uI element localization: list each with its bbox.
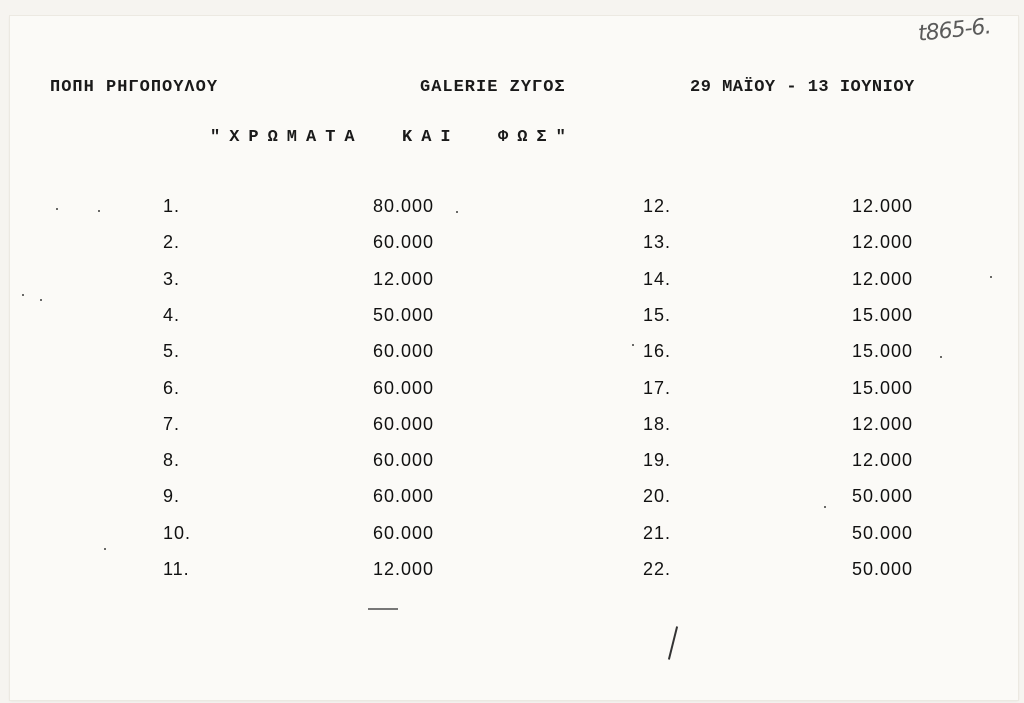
item-number: 21. xyxy=(643,522,672,543)
paper-speck xyxy=(40,299,42,301)
gallery-name: GALERIE ΖΥΓΟΣ xyxy=(420,78,566,97)
price-row-right xyxy=(0,559,1024,595)
item-number: 7. xyxy=(163,413,181,434)
item-number: 2. xyxy=(163,232,181,253)
paper-speck xyxy=(632,344,634,346)
price-row-right xyxy=(0,341,1024,377)
exhibition-title: "ΧΡΩΜΑΤΑ ΚΑΙ ΦΩΣ" xyxy=(210,128,575,147)
item-price: 60.000 xyxy=(372,522,434,543)
price-row-right xyxy=(0,196,1024,232)
paper-speck xyxy=(824,506,826,508)
price-row-right xyxy=(0,269,1024,305)
item-number: 16. xyxy=(643,341,672,362)
item-number: 15. xyxy=(643,304,672,325)
item-price: 60.000 xyxy=(372,486,434,507)
item-price: 12.000 xyxy=(372,559,434,579)
price-row-right xyxy=(0,523,1024,559)
item-price: 60.000 xyxy=(372,450,434,471)
price-row-right xyxy=(0,232,1024,268)
paper-speck xyxy=(22,294,24,296)
item-number: 19. xyxy=(643,450,672,471)
item-price: 80.000 xyxy=(372,196,434,216)
price-row-right xyxy=(0,486,1024,522)
item-number: 1. xyxy=(163,196,181,216)
item-price: 12.000 xyxy=(851,450,913,471)
item-number: 17. xyxy=(643,377,672,398)
item-number: 3. xyxy=(163,268,181,289)
price-row-right xyxy=(0,305,1024,341)
item-price: 60.000 xyxy=(372,377,434,398)
paper-speck xyxy=(104,548,106,550)
price-row-right xyxy=(0,414,1024,450)
item-price: 12.000 xyxy=(851,196,913,216)
handwritten-reference-note: t865-6. xyxy=(916,14,992,47)
item-number: 18. xyxy=(643,413,672,434)
paper-speck xyxy=(456,211,458,213)
item-price: 12.000 xyxy=(851,232,913,253)
item-number: 20. xyxy=(643,486,672,507)
item-price: 60.000 xyxy=(372,341,434,362)
item-number: 5. xyxy=(163,341,181,362)
paper-speck xyxy=(56,208,58,210)
item-number: 12. xyxy=(643,196,672,216)
price-row-right xyxy=(0,450,1024,486)
paper-speck xyxy=(940,356,942,358)
item-number: 13. xyxy=(643,232,672,253)
item-number: 8. xyxy=(163,450,181,471)
artist-name: ΠΟΠΗ ΡΗΓΟΠΟΥΛΟΥ xyxy=(50,78,219,97)
dash-mark xyxy=(368,608,398,610)
item-number: 4. xyxy=(163,304,181,325)
item-price: 12.000 xyxy=(851,413,913,434)
exhibition-dates: 29 ΜΑΪΟΥ - 13 ΙΟΥΝΙΟΥ xyxy=(690,78,915,97)
item-number: 11. xyxy=(163,559,190,579)
item-price: 15.000 xyxy=(851,341,913,362)
item-price: 50.000 xyxy=(851,486,913,507)
item-price: 60.000 xyxy=(372,413,434,434)
item-number: 14. xyxy=(643,268,672,289)
item-number: 10. xyxy=(163,522,192,543)
item-price: 12.000 xyxy=(372,268,434,289)
paper-speck xyxy=(990,276,992,278)
item-price: 60.000 xyxy=(372,232,434,253)
item-number: 9. xyxy=(163,486,181,507)
item-price: 50.000 xyxy=(851,522,913,543)
item-price: 50.000 xyxy=(372,304,434,325)
item-price: 15.000 xyxy=(851,377,913,398)
item-price: 50.000 xyxy=(851,559,913,579)
item-number: 6. xyxy=(163,377,181,398)
paper-speck xyxy=(98,210,100,212)
item-number: 22. xyxy=(643,559,672,579)
price-row-right xyxy=(0,378,1024,414)
item-price: 12.000 xyxy=(851,268,913,289)
item-price: 15.000 xyxy=(851,304,913,325)
